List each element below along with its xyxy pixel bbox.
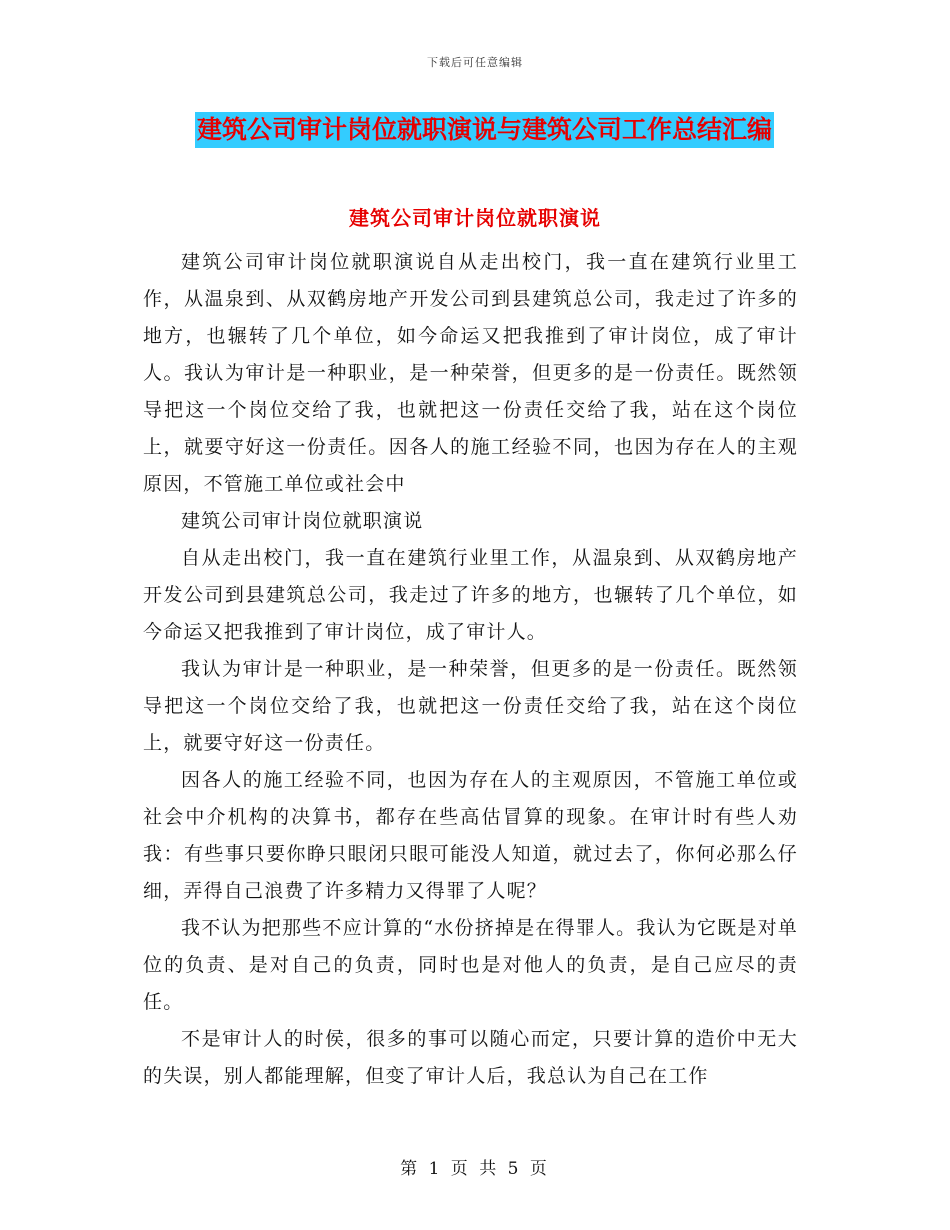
paragraph: 建筑公司审计岗位就职演说 [181, 510, 424, 532]
document-title: 建筑公司审计岗位就职演说与建筑公司工作总结汇编 [195, 112, 774, 148]
paragraph: 建筑公司审计岗位就职演说自从走出校门，我一直在建筑行业里工作，从温泉到、从双鹤房地产开发公司到县建筑总公司，我走过了许多的地方，也辗转了几个单位，如今命运又把我推到了审计岗位，成了审计人。我认为审计是一种职业，是一种荣誉，但更多的是一份责任。既然领导把这一个岗位交给了我，也就把这一份责任交给了我，站在这个岗位上，就要守好这一份责任。因各人的施工经验不同，也因为存在人的主观原因，不管施工单位或社会中 [143, 251, 798, 495]
header-note: 下载后可任意编辑 [427, 56, 523, 69]
section-title: 建筑公司审计岗位就职演说 [349, 206, 601, 230]
page-footer: 第 1 页 共 5 页 [400, 1159, 550, 1179]
paragraph: 自从走出校门，我一直在建筑行业里工作，从温泉到、从双鹤房地产开发公司到县建筑总公司，我走过了许多的地方，也辗转了几个单位，如今命运又把我推到了审计岗位，成了审计人。 [143, 547, 798, 643]
body-text [143, 244, 798, 1095]
paragraph: 因各人的施工经验不同，也因为存在人的主观原因，不管施工单位或社会中介机构的决算书，都存在些高估冒算的现象。在审计时有些人劝我：有些事只要你睁只眼闭只眼可能没人知道，就过去了，你何必那么仔细，弄得自己浪费了许多精力又得罪了人呢？ [143, 769, 798, 902]
paragraph: 我不认为把那些不应计算的“水份挤掉是在得罪人。我认为它既是对单位的负责、是对自己的负责，同时也是对他人的负责，是自己应尽的责任。 [143, 917, 798, 1013]
paragraph: 不是审计人的时侯，很多的事可以随心而定，只要计算的造价中无大的失误，别人都能理解，但变了审计人后，我总认为自己在工作 [143, 1028, 798, 1087]
paragraph: 我认为审计是一种职业，是一种荣誉，但更多的是一份责任。既然领导把这一个岗位交给了我，也就把这一份责任交给了我，站在这个岗位上，就要守好这一份责任。 [143, 658, 798, 754]
